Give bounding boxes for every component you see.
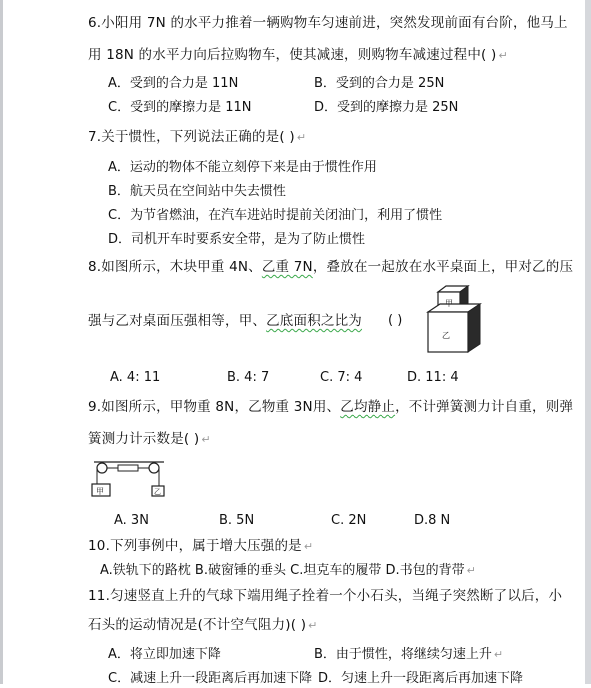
block-yi-label: 乙: [442, 331, 450, 340]
weight-jia-label: 甲: [96, 487, 104, 496]
q11-option-d: D．匀速上升一段距离后再加速下降: [318, 671, 524, 686]
q11-stem-line2: [88, 616, 318, 635]
q9-option-d: D.8 N: [414, 513, 451, 528]
q10-options: [100, 562, 476, 580]
q9-stem-line1-c: 乙均静止: [340, 399, 396, 415]
q10-options-text: A.铁轨下的路枕 B.破窗锤的垂头 C.坦克车的履带 D.书包的背带: [100, 563, 465, 578]
q9-stem-line2-text: 簧测力计示数是( ): [88, 431, 200, 447]
q8-option-d: D. 11: 4: [407, 370, 459, 385]
q9-stem-line1-d: ，不计弹簧测力计自重，则弹: [395, 399, 574, 415]
paragraph-mark-icon: ↵: [201, 433, 211, 446]
q6-stem-line1: 6.小阳用 7N 的水平力推着一辆购物车匀速前进，突然发现前面有台阶，他马上: [88, 15, 568, 31]
right-pulley-icon: [149, 463, 159, 473]
q8-answer-blank: ( ): [388, 313, 403, 328]
q6-stem-line2: [88, 46, 508, 65]
q7-option-b: B．航天员在空间站中失去惯性: [108, 184, 286, 199]
q9-stem-line1-b: 用、: [312, 399, 341, 415]
paragraph-mark-icon: ↵: [296, 131, 307, 144]
page-right-edge: [585, 0, 591, 684]
q9-option-c: C. 2N: [331, 513, 367, 528]
q6-option-a: A．受到的合力是 11N: [108, 76, 239, 91]
paragraph-mark-icon: ↵: [303, 540, 314, 553]
q11-option-b: [314, 646, 503, 664]
stacked-blocks-figure: [420, 282, 490, 358]
q8-stem-line1: [88, 258, 573, 276]
q8-stem-line2: [88, 312, 362, 330]
q10-stem-text: 10.下列事例中，属于增大压强的是: [88, 538, 302, 554]
q8-stem-line2-a: 强与乙对桌面压强相等，甲、: [88, 313, 267, 329]
paragraph-mark-icon: ↵: [493, 648, 504, 661]
q7-stem: [88, 128, 306, 147]
paragraph-mark-icon: ↵: [308, 619, 318, 632]
q8-stem-line2-b: 乙底面积之比为: [266, 313, 363, 329]
q11-stem-line1: 11.匀速竖直上升的气球下端用绳子拴着一个小石头，当绳子突然断了以后，小: [88, 588, 563, 604]
q6-option-d: D．受到的摩擦力是 25N: [314, 100, 459, 115]
block-yi: [428, 304, 480, 352]
q7-option-c: C．为节省燃油，在汽车进站时提前关闭油门，利用了惯性: [108, 208, 443, 223]
weight-yi-label: 乙: [154, 488, 161, 496]
q9-option-a: A. 3N: [114, 513, 149, 528]
q9-stem-line2: [88, 430, 211, 449]
q8-stem-line1-b: 乙重 7N: [261, 259, 313, 275]
q11-option-a: A．将立即加速下降: [108, 647, 221, 662]
page-left-edge: [0, 0, 3, 684]
q6-option-b: B．受到的合力是 25N: [314, 76, 445, 91]
block-jia-label: 甲: [445, 299, 453, 308]
spring-scale-icon: [118, 465, 138, 471]
q11-option-b-text: B．由于惯性，将继续匀速上升: [314, 647, 492, 662]
q6-option-c: C．受到的摩擦力是 11N: [108, 100, 252, 115]
q8-option-c: C. 7: 4: [320, 370, 363, 385]
paragraph-mark-icon: ↵: [466, 564, 476, 577]
q8-option-a: A. 4: 11: [110, 370, 161, 385]
q9-stem-line1-a: 9.如图所示，甲物重 8N，乙物重 3N: [88, 399, 313, 415]
paragraph-mark-icon: ↵: [498, 49, 508, 62]
q11-option-c: C．减速上升一段距离后再加速下降: [108, 671, 313, 686]
q8-stem-line1-c: ，叠放在一起放在水平桌面上，甲对乙的压: [312, 259, 574, 275]
left-pulley-icon: [97, 463, 107, 473]
q7-option-d: D．司机开车时要系安全带，是为了防止惯性: [108, 232, 366, 247]
q9-option-b: B. 5N: [219, 513, 255, 528]
q7-stem-text: 7.关于惯性，下列说法正确的是( ): [88, 129, 295, 145]
q8-stem-line1-a: 8.如图所示，木块甲重 4N、: [88, 259, 262, 275]
q7-option-a: A．运动的物体不能立刻停下来是由于惯性作用: [108, 160, 377, 175]
pulley-spring-scale-figure: [88, 458, 174, 500]
q10-stem: [88, 537, 313, 556]
q9-stem-line1: [88, 398, 573, 416]
q11-stem-line2-text: 石头的运动情况是(不计空气阻力)( ): [88, 617, 307, 633]
q8-option-b: B. 4: 7: [227, 370, 270, 385]
q6-stem-line2-text: 用 18N 的水平力向后拉购物车，使其减速，则购物车减速过程中( ): [88, 47, 497, 63]
